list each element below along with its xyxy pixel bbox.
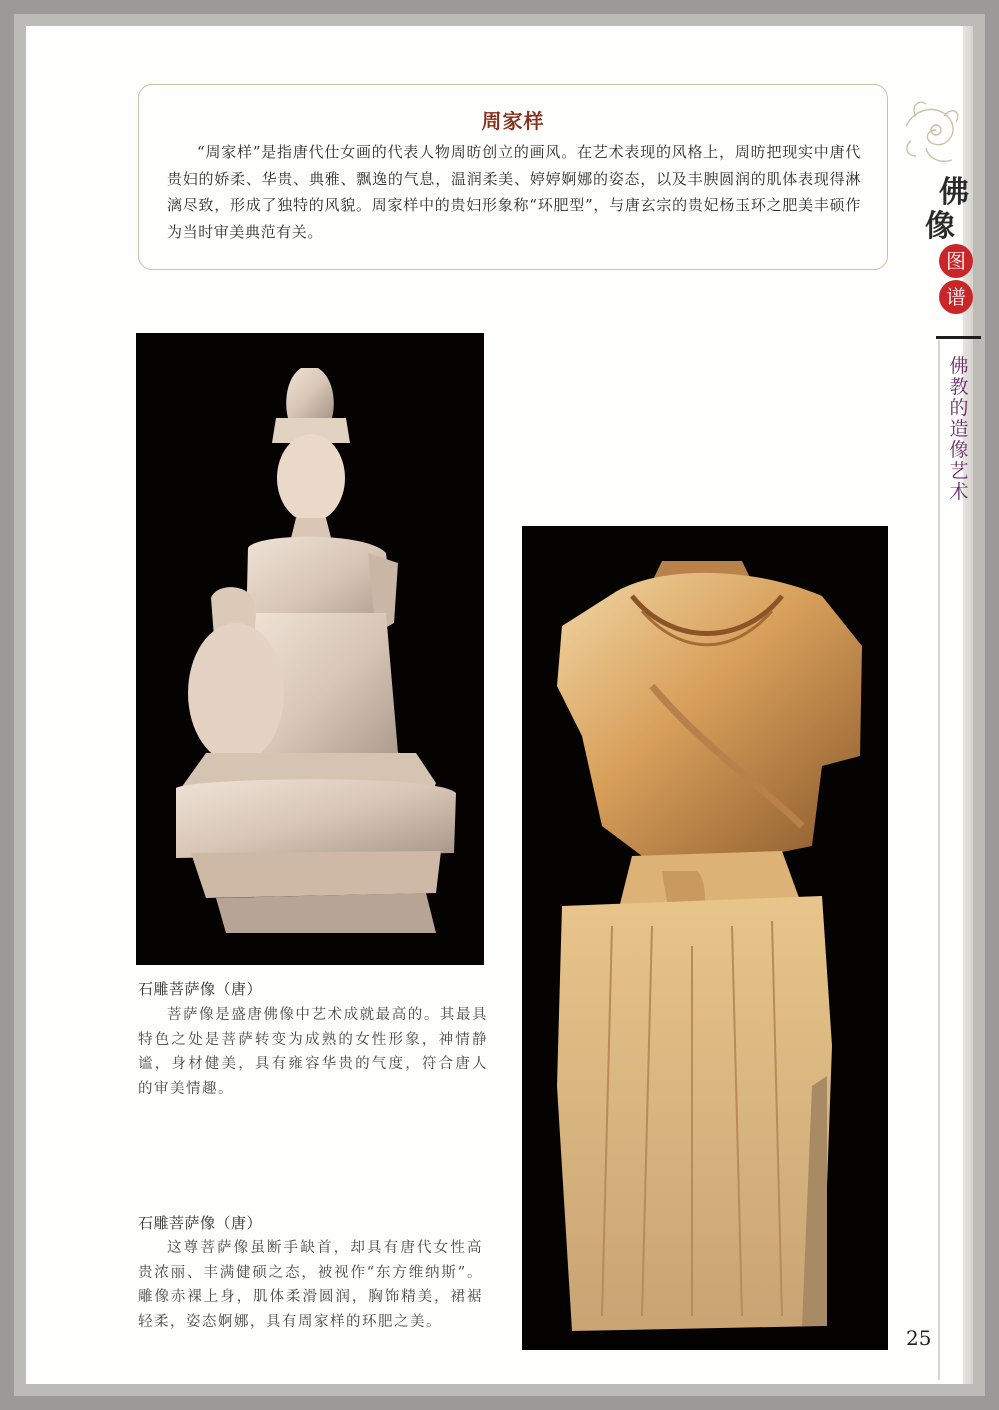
seated-bodhisattva-image: [136, 333, 484, 965]
caption-title-1: 石雕菩萨像（唐）: [138, 980, 263, 998]
chapter-subtitle: 佛教的造像艺术: [949, 355, 969, 503]
title-char-fo: 佛: [939, 175, 969, 210]
title-char-xiang: 像: [925, 209, 955, 244]
seated-bodhisattva-photo: [136, 333, 484, 965]
caption-title-2: 石雕菩萨像（唐）: [138, 1214, 263, 1232]
info-box-text: “周家样”是指唐代仕女画的代表人物周昉创立的画风。在艺术表现的风格上，周昉把现实中唐代贵妇的娇柔、华贵、典雅、飘逸的气息，温润柔美、婷婷婀娜的姿态，以及丰腴圆润的肌体表现得淋漓尽致，形成了独特的风貌。周家样中的贵妇形象称“环肥型”，与唐玄宗的贵妃杨玉环之肥美丰硕作为当时审美典范有关。: [167, 143, 861, 241]
torso-bodhisattva-photo: [522, 526, 888, 1350]
page-number: 25: [906, 1326, 932, 1350]
info-box-title: 周家样: [481, 109, 545, 133]
book-page: [26, 26, 973, 1384]
seal-char-tu: 图: [939, 244, 973, 278]
info-box: [138, 84, 888, 270]
sidebar-divider: [938, 340, 940, 1380]
caption-body-2: 这尊菩萨像虽断手缺首，却具有唐代女性高贵浓丽、丰满健硕之态，被视作“东方维纳斯”。雕像赤裸上身，肌体柔滑圆润，胸饰精美，裙裾轻柔，姿态婀娜，具有周家样的环肥之美。: [138, 1240, 483, 1330]
sidebar-rule: [936, 336, 981, 339]
caption-body-1: 菩萨像是盛唐佛像中艺术成就最高的。其最具特色之处是菩萨转变为成熟的女性形象，神情静谧，身材健美，具有雍容华贵的气度，符合唐人的审美情趣。: [138, 1007, 488, 1097]
floral-ornament-icon: [896, 86, 966, 176]
book-seal: [939, 244, 979, 316]
torso-bodhisattva-image: [522, 526, 888, 1350]
seal-char-pu: 谱: [939, 280, 973, 314]
page-frame: [14, 14, 985, 1396]
book-series-title: [925, 175, 981, 244]
